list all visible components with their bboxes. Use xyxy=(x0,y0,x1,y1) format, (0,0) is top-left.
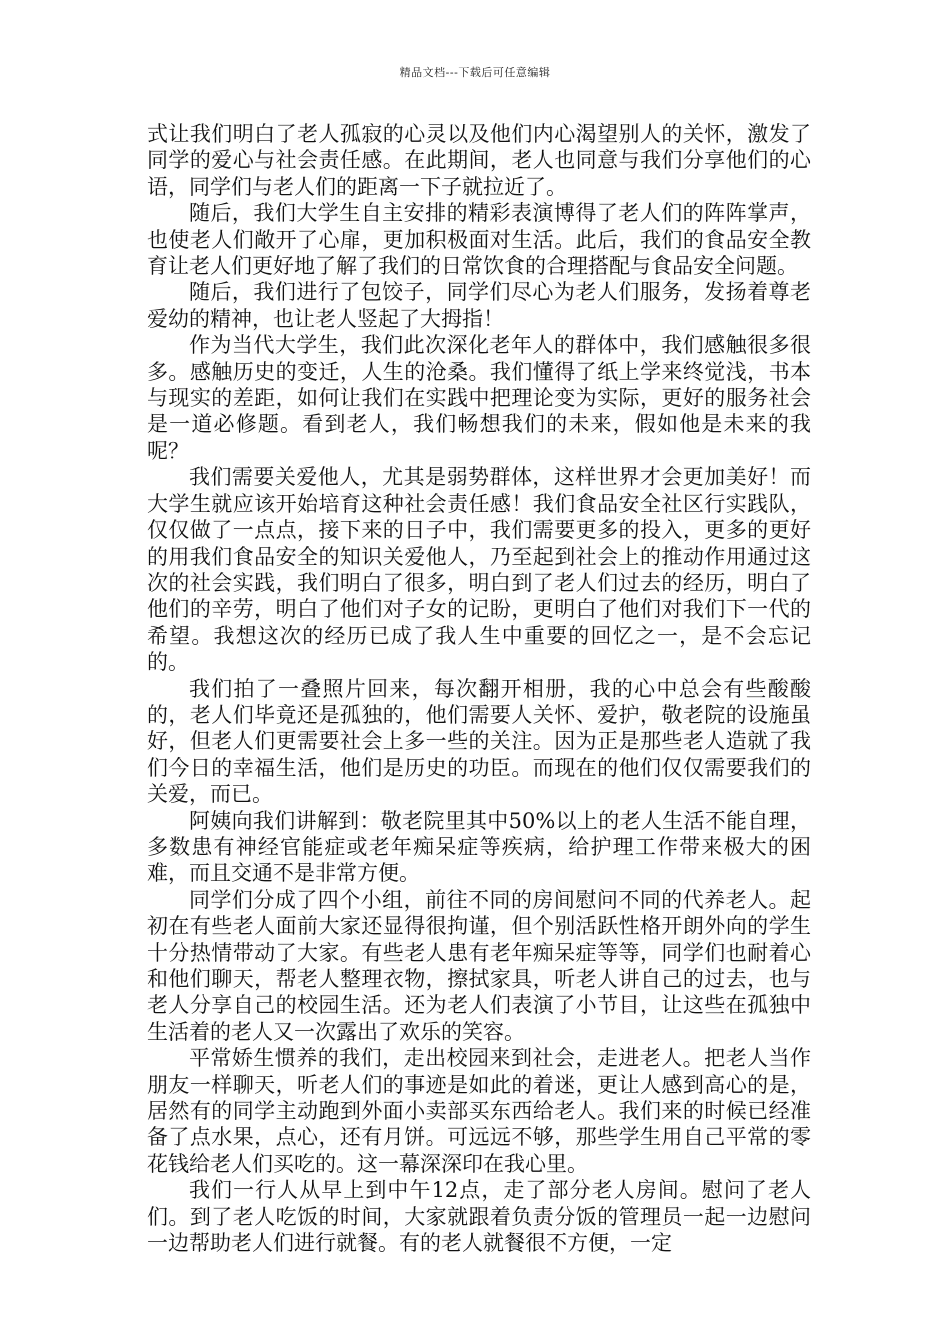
paragraph-7: 阿姨向我们讲解到：敬老院里其中50%以上的老人生活不能自理，多数患有神经官能症或老年痴呆症等疾病，给护理工作带来极大的困难，而且交通不是非常方便。 xyxy=(147,808,811,886)
paragraph-2: 随后，我们大学生自主安排的精彩表演博得了老人们的阵阵掌声，也使老人们敞开了心扉，更加积极面对生活。此后，我们的食品安全教育让老人们更好地了解了我们的日常饮食的合理搭配与食品安全问题。 xyxy=(147,201,811,279)
paragraph-8: 同学们分成了四个小组，前往不同的房间慰问不同的代养老人。起初在有些老人面前大家还显得很拘谨，但个别活跃性格开朗外向的学生十分热情带动了大家。有些老人患有老年痴呆症等等，同学们也耐着心和他们聊天，帮老人整理衣物，擦拭家具，听老人讲自己的过去，也与老人分享自己的校园生活。还为老人们表演了小节目，让这些在孤独中生活着的老人又一次露出了欢乐的笑容。 xyxy=(147,887,811,1044)
paragraph-6: 我们拍了一叠照片回来，每次翻开相册，我的心中总会有些酸酸的，老人们毕竟还是孤独的，他们需要人关怀、爱护，敬老院的设施虽好，但老人们更需要社会上多一些的关注。因为正是那些老人造就了我们今日的幸福生活，他们是历史的功臣。而现在的他们仅仅需要我们的关爱，而已。 xyxy=(147,676,811,807)
paragraph-9: 平常娇生惯养的我们，走出校园来到社会，走进老人。把老人当作朋友一样聊天，听老人们的事迹是如此的着迷，更让人感到高心的是，居然有的同学主动跑到外面小卖部买东西给老人。我们来的时候已经准备了点水果，点心，还有月饼。可远远不够，那些学生用自己平常的零花钱给老人们买吃的。这一幕深深印在我心里。 xyxy=(147,1046,811,1176)
paragraph-10: 我们一行人从早上到中午12点，走了部分老人房间。慰问了老人们。到了老人吃饭的时间，大家就跟着负责分饭的管理员一起一边慰问一边帮助老人们进行就餐。有的老人就餐很不方便，一定 xyxy=(147,1178,811,1256)
paragraph-4: 作为当代大学生，我们此次深化老年人的群体中，我们感触很多很多。感触历史的变迁，人生的沧桑。我们懂得了纸上学来终觉浅，书本与现实的差距，如何让我们在实践中把理论变为实际，更好的服务社会是一道必修题。看到老人，我们畅想我们的未来，假如他是未来的我呢？ xyxy=(147,333,811,463)
paragraph-5: 我们需要关爱他人，尤其是弱势群体，这样世界才会更加美好！而大学生就应该开始培育这种社会责任感！我们食品安全社区行实践队，仅仅做了一点点，接下来的日子中，我们需要更多的投入，更多的更好的用我们食品安全的知识关爱他人，乃至起到社会上的推动作用通过这次的社会实践，我们明白了很多，明白到了老人们过去的经历，明白了他们的辛劳，明白了他们对子女的记盼，更明白了他们对我们下一代的希望。我想这次的经历已成了我人生中重要的回忆之一，是不会忘记的。 xyxy=(147,465,811,675)
page-header: 精品文档---下载后可任意编辑 xyxy=(399,66,551,79)
document-body xyxy=(147,121,811,1256)
paragraph-1: 式让我们明白了老人孤寂的心灵以及他们内心渴望别人的关怀，激发了同学的爱心与社会责任感。在此期间，老人也同意与我们分享他们的心语，同学们与老人们的距离一下子就拉近了。 xyxy=(147,122,811,199)
paragraph-3: 随后，我们进行了包饺子，同学们尽心为老人们服务，发扬着尊老爱幼的精神，也让老人竖起了大拇指！ xyxy=(147,280,811,331)
